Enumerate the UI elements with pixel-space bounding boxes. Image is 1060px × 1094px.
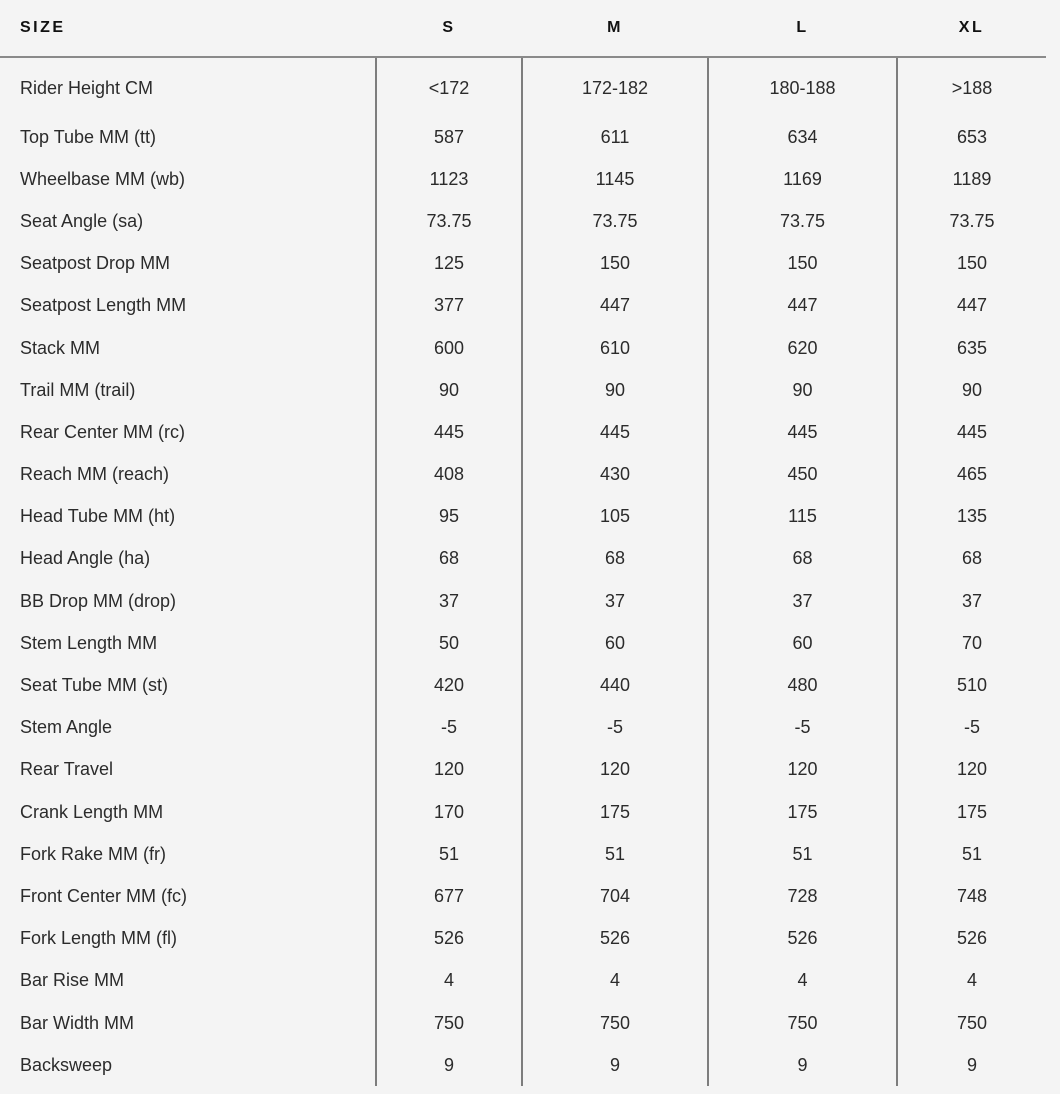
table-row — [0, 580, 1046, 622]
table-cell: 105 — [522, 496, 708, 538]
table-row — [0, 833, 1046, 875]
row-label: Bar Rise MM — [20, 970, 125, 991]
table-cell: 447 — [522, 285, 708, 327]
table-cell: 150 — [708, 243, 897, 285]
table-cell: 73.75 — [376, 200, 522, 242]
table-cell: -5 — [522, 707, 708, 749]
table-cell: 9 — [376, 1044, 522, 1086]
table-cell: 125 — [376, 243, 522, 285]
table-cell: 420 — [376, 664, 522, 706]
header-row — [0, 0, 1046, 57]
size-header-s: S — [376, 0, 522, 57]
table-row — [0, 791, 1046, 833]
table-cell: 37 — [897, 580, 1046, 622]
table-cell: 95 — [376, 496, 522, 538]
row-label: Fork Length MM (fl) — [20, 928, 178, 949]
table-cell: 120 — [522, 749, 708, 791]
table-row — [0, 707, 1046, 749]
row-label: Head Tube MM (ht) — [20, 506, 176, 527]
table-cell: 180-188 — [708, 57, 897, 116]
table-cell: 115 — [708, 496, 897, 538]
row-label: Rear Center MM (rc) — [20, 421, 186, 442]
row-label: Stack MM — [20, 337, 101, 358]
row-label: Seatpost Length MM — [20, 295, 187, 316]
table-cell: 37 — [522, 580, 708, 622]
table-cell: 4 — [522, 960, 708, 1002]
table-cell: 450 — [708, 454, 897, 496]
row-label: Bar Width MM — [20, 1012, 135, 1033]
table-cell: 430 — [522, 454, 708, 496]
table-cell: 120 — [708, 749, 897, 791]
table-row — [0, 622, 1046, 664]
table-cell: 1145 — [522, 158, 708, 200]
table-cell: 611 — [522, 116, 708, 158]
row-label: Top Tube MM (tt) — [20, 126, 157, 147]
table-row — [0, 327, 1046, 369]
table-cell: 60 — [522, 622, 708, 664]
table-cell: 750 — [376, 1002, 522, 1044]
table-cell: 600 — [376, 327, 522, 369]
row-label: Stem Angle — [20, 717, 113, 738]
table-row — [0, 200, 1046, 242]
table-cell: 9 — [897, 1044, 1046, 1086]
table-cell: 90 — [708, 369, 897, 411]
row-label: BB Drop MM (drop) — [20, 590, 177, 611]
row-label: Seat Tube MM (st) — [20, 675, 169, 696]
table-cell: 120 — [897, 749, 1046, 791]
table-cell: 9 — [708, 1044, 897, 1086]
table-cell: 526 — [708, 918, 897, 960]
table-cell: 4 — [897, 960, 1046, 1002]
table-cell: 447 — [708, 285, 897, 327]
table-row — [0, 116, 1046, 158]
row-label: Front Center MM (fc) — [20, 885, 188, 906]
table-cell: 408 — [376, 454, 522, 496]
table-cell: 175 — [522, 791, 708, 833]
table-cell: 68 — [522, 538, 708, 580]
table-row — [0, 57, 1046, 116]
table-cell: 1189 — [897, 158, 1046, 200]
table-cell: 653 — [897, 116, 1046, 158]
row-label: Seatpost Drop MM — [20, 253, 171, 274]
table-row — [0, 158, 1046, 200]
table-cell: 445 — [522, 411, 708, 453]
table-cell: 587 — [376, 116, 522, 158]
table-cell: 120 — [376, 749, 522, 791]
size-header-m: M — [522, 0, 708, 57]
row-label: Stem Length MM — [20, 632, 158, 653]
table-cell: 9 — [522, 1044, 708, 1086]
table-cell: 750 — [897, 1002, 1046, 1044]
table-cell: 620 — [708, 327, 897, 369]
table-row — [0, 960, 1046, 1002]
table-cell: 445 — [708, 411, 897, 453]
table-row — [0, 369, 1046, 411]
table-cell: 73.75 — [708, 200, 897, 242]
table-row — [0, 749, 1046, 791]
table-cell: >188 — [897, 57, 1046, 116]
table-cell: -5 — [376, 707, 522, 749]
table-cell: 480 — [708, 664, 897, 706]
row-label: Wheelbase MM (wb) — [20, 168, 186, 189]
row-label: Rear Travel — [20, 759, 114, 780]
table-cell: 51 — [376, 833, 522, 875]
table-cell: 37 — [376, 580, 522, 622]
table-cell: 510 — [897, 664, 1046, 706]
table-row — [0, 538, 1046, 580]
table-cell: 728 — [708, 875, 897, 917]
table-row — [0, 1044, 1046, 1086]
table-cell: 526 — [376, 918, 522, 960]
size-header-label: SIZE — [0, 0, 376, 57]
table-cell: 170 — [376, 791, 522, 833]
table-cell: 1169 — [708, 158, 897, 200]
table-cell: 750 — [522, 1002, 708, 1044]
table-cell: 1123 — [376, 158, 522, 200]
table-cell: 135 — [897, 496, 1046, 538]
table-cell: 440 — [522, 664, 708, 706]
table-header — [0, 0, 1046, 57]
table-cell: 634 — [708, 116, 897, 158]
table-cell: 70 — [897, 622, 1046, 664]
table-cell: 4 — [708, 960, 897, 1002]
row-label: Crank Length MM — [20, 801, 164, 822]
table-cell: 175 — [708, 791, 897, 833]
table-cell: 150 — [897, 243, 1046, 285]
table-cell: 68 — [708, 538, 897, 580]
table-row — [0, 496, 1046, 538]
table-cell: 175 — [897, 791, 1046, 833]
table-cell: 51 — [522, 833, 708, 875]
table-row — [0, 875, 1046, 917]
table-cell: 445 — [376, 411, 522, 453]
table-cell: 748 — [897, 875, 1046, 917]
row-label: Backsweep — [20, 1054, 113, 1075]
table-cell: 51 — [708, 833, 897, 875]
table-cell: 465 — [897, 454, 1046, 496]
table-cell: 445 — [897, 411, 1046, 453]
table-cell: 377 — [376, 285, 522, 327]
row-label: Reach MM (reach) — [20, 464, 170, 485]
table-row — [0, 918, 1046, 960]
table-row — [0, 411, 1046, 453]
table-cell: 677 — [376, 875, 522, 917]
size-header-l: L — [708, 0, 897, 57]
table-cell: 73.75 — [897, 200, 1046, 242]
table-cell: 635 — [897, 327, 1046, 369]
table-row — [0, 454, 1046, 496]
table-cell: 90 — [376, 369, 522, 411]
table-cell: 526 — [522, 918, 708, 960]
table-cell: <172 — [376, 57, 522, 116]
table-row — [0, 243, 1046, 285]
table-cell: 172-182 — [522, 57, 708, 116]
table-cell: -5 — [708, 707, 897, 749]
row-label: Rider Height CM — [20, 78, 154, 98]
table-cell: 60 — [708, 622, 897, 664]
table-cell: 704 — [522, 875, 708, 917]
table-cell: 150 — [522, 243, 708, 285]
table-cell: 90 — [522, 369, 708, 411]
table-row — [0, 285, 1046, 327]
table-body — [0, 57, 1046, 1086]
table-cell: 90 — [897, 369, 1046, 411]
table-cell: 51 — [897, 833, 1046, 875]
table-cell: 73.75 — [522, 200, 708, 242]
table-cell: 4 — [376, 960, 522, 1002]
table-cell: 526 — [897, 918, 1046, 960]
table-row — [0, 1002, 1046, 1044]
table-cell: 37 — [708, 580, 897, 622]
row-label: Trail MM (trail) — [20, 379, 136, 400]
table-cell: 750 — [708, 1002, 897, 1044]
table-cell: 68 — [897, 538, 1046, 580]
table-cell: 610 — [522, 327, 708, 369]
row-label: Seat Angle (sa) — [20, 210, 144, 231]
table-cell: 447 — [897, 285, 1046, 327]
size-header-xl: XL — [897, 0, 1046, 57]
row-label: Fork Rake MM (fr) — [20, 843, 166, 864]
table-cell: 68 — [376, 538, 522, 580]
table-row — [0, 664, 1046, 706]
row-label: Head Angle (ha) — [20, 548, 151, 569]
table-cell: -5 — [897, 707, 1046, 749]
table-cell: 50 — [376, 622, 522, 664]
